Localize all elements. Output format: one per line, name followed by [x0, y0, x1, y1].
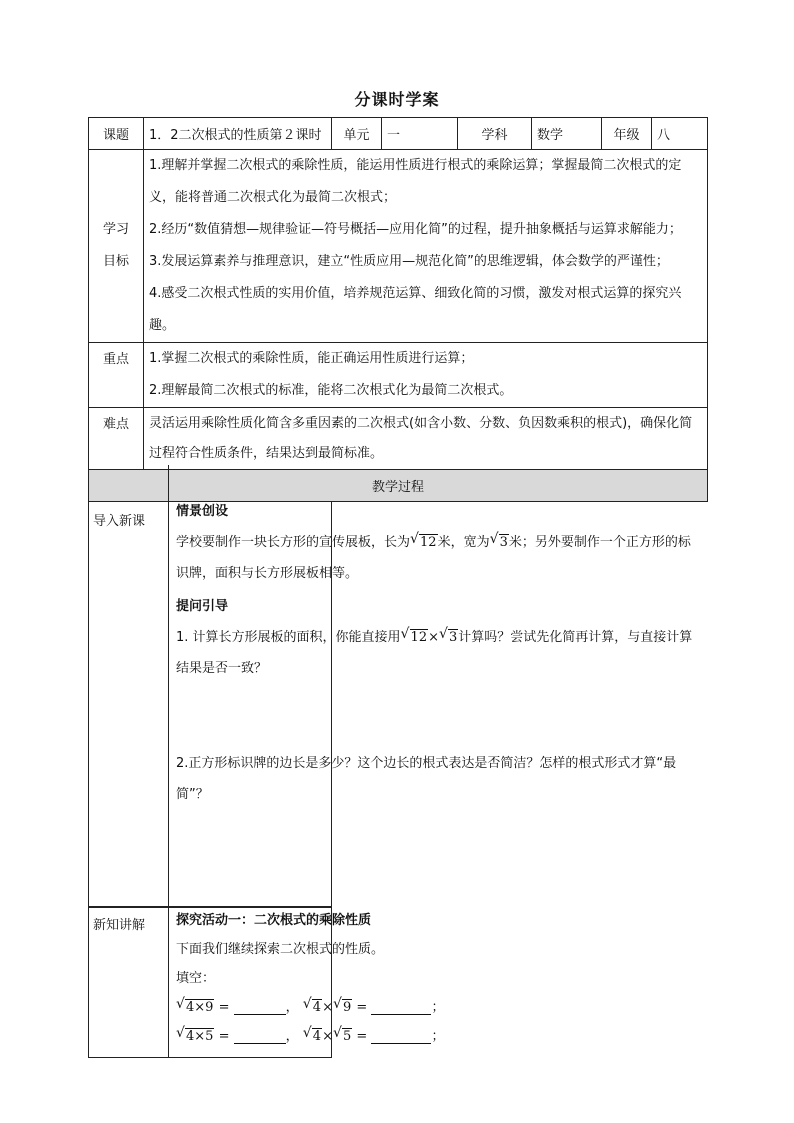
unit-value: 一 — [382, 118, 458, 150]
sqrt-4x9: √ 4×9 — [176, 996, 214, 1015]
answer-blank[interactable] — [371, 1000, 431, 1015]
scenario-text-c: 米；另外要制作一个正方形的标识牌，面积与长方形展板相等。 — [176, 535, 691, 581]
scenario-text — [176, 527, 701, 589]
scenario-text-a: 学校要制作一块长方形的宣传展板，长为 — [176, 535, 411, 550]
fill-row-2: √ 4×5 = ， √ 4× √ 5 = ； — [176, 1022, 701, 1051]
sqrt-5: √ 5 — [332, 1025, 352, 1044]
subject-value: 数学 — [532, 118, 602, 150]
grade-label: 年级 — [602, 118, 652, 150]
activity-heading: 探究活动一：二次根式的乘除性质 — [176, 913, 372, 928]
goals-row — [89, 150, 708, 343]
key-points-label: 重点 — [89, 343, 144, 408]
question-2: 2.正方形标识牌的边长是多少？这个边长的根式表达是否简洁？怎样的根式形式才算“最简”？ — [176, 756, 677, 802]
sqrt-3: √ 3 — [489, 531, 508, 550]
sqrt-4x5: √ 4×5 — [176, 1025, 214, 1044]
new-knowledge-label: 新知讲解 — [93, 918, 146, 933]
difficulty-row — [89, 408, 708, 470]
intro-content — [176, 496, 701, 810]
question-1 — [176, 622, 701, 684]
goals-label-text: 学习目标 — [102, 222, 129, 269]
key-points-row — [89, 343, 708, 408]
grade-value: 八 — [652, 118, 708, 150]
fill-label: 填空： — [176, 971, 216, 986]
question-heading: 提问引导 — [176, 599, 229, 614]
course-value: 1．2二次根式的性质第２课时 — [144, 118, 332, 150]
intro-label: 导入新课 — [93, 514, 146, 529]
goal-item: 4.感受二次根式性质的实用价值，培养规范运算、细致化简的习惯，激发对根式运算的探究兴趣。 — [149, 286, 682, 333]
page-title: 分课时学案 — [354, 90, 440, 109]
answer-blank[interactable] — [371, 1029, 431, 1044]
course-label: 课题 — [89, 118, 144, 150]
activity-intro: 下面我们继续探索二次根式的性质。 — [176, 942, 385, 957]
scenario-heading: 情景创设 — [176, 504, 229, 519]
goal-item: 2.经历“数值猜想—规律验证—符号概括—应用化简”的过程，提升抽象概括与运算求解能力； — [149, 222, 682, 237]
scenario-text-b: 米，宽为 — [437, 535, 490, 550]
times-sign: × — [428, 630, 439, 645]
difficulty-content: 灵活运用乘除性质化简含多重因素的二次根式(如含小数、分数、负因数乘积的根式)，确保化简过程符合性质条件，结果达到最简标准。 — [144, 408, 708, 470]
process-band: 教学过程 — [89, 470, 708, 502]
sqrt-4: √ 4 — [302, 1025, 322, 1044]
question-1-b: 计算吗？尝试先化简再计算，与直接计算结果是否一致？ — [176, 630, 693, 676]
sqrt-12: √ 12 — [410, 531, 437, 550]
column-divider — [168, 465, 169, 1058]
goal-item: 1.理解并掌握二次根式的乘除性质，能运用性质进行根式的乘除运算；掌握最简二次根式的定义，能将普通二次根式化为最简二次根式； — [149, 158, 682, 205]
sqrt-9: √ 9 — [332, 996, 352, 1015]
answer-blank[interactable] — [234, 1000, 286, 1015]
difficulty-label: 难点 — [89, 408, 144, 470]
goals-label — [89, 150, 144, 343]
sqrt-12: √ 12 — [400, 626, 428, 645]
sqrt-4: √ 4 — [302, 996, 322, 1015]
goals-content — [144, 150, 708, 343]
goal-item: 3.发展运算素养与推理意识，建立“性质应用—规范化简”的思维逻辑，体会数学的严谨性； — [149, 254, 669, 269]
answer-blank[interactable] — [234, 1029, 286, 1044]
header-row — [89, 118, 708, 150]
subject-label: 学科 — [458, 118, 532, 150]
key-point-item: 2.理解最简二次根式的标准，能将二次根式化为最简二次根式。 — [149, 383, 513, 398]
unit-label: 单元 — [332, 118, 382, 150]
question-1-a: 1. 计算长方形展板的面积，你能直接用 — [176, 630, 401, 645]
new-knowledge-content — [176, 906, 701, 1051]
key-point-item: 1.掌握二次根式的乘除性质，能正确运用性质进行运算； — [149, 351, 474, 366]
fill-row-1: √ 4×9 = ， √ 4× √ 9 = ； — [176, 993, 701, 1022]
sqrt-3: √ 3 — [439, 626, 458, 645]
key-points-content — [144, 343, 708, 408]
